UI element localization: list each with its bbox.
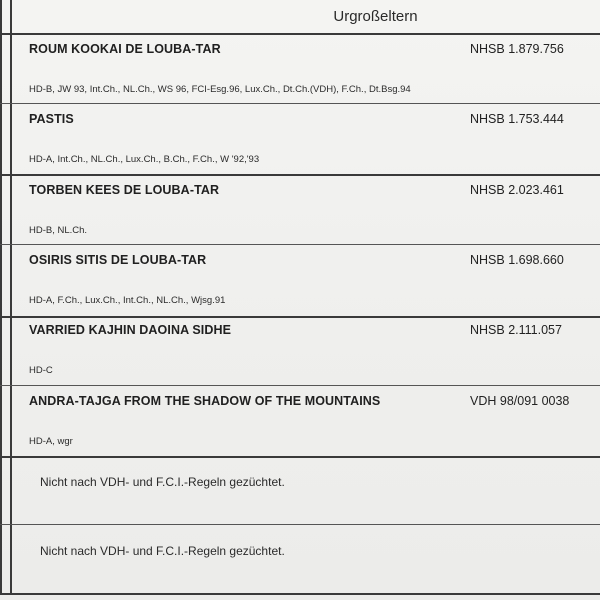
titles-text: HD-B, JW 93, Int.Ch., NL.Ch., WS 96, FCI-Esg.96, Lux.Ch., Dt.Ch.(VDH), F.Ch., Dt.Bsg.94	[29, 84, 411, 95]
dog-name: PASTIS	[29, 112, 74, 126]
column-header	[11, 0, 600, 33]
row-divider	[0, 524, 600, 525]
titles-text: HD-B, NL.Ch.	[29, 225, 88, 236]
registration-number: NHSB 2.111.057	[470, 323, 562, 337]
bottom-border	[0, 593, 600, 595]
header-title: Urgroßeltern	[333, 8, 418, 25]
header-divider	[0, 33, 600, 35]
row-divider	[0, 385, 600, 386]
note-text: Nicht nach VDH- und F.C.I.-Regeln gezüchtet.	[40, 544, 285, 558]
dog-name: OSIRIS SITIS DE LOUBA-TAR	[29, 253, 207, 267]
titles-text: HD-A, F.Ch., Lux.Ch., Int.Ch., NL.Ch., Wjsg.91	[29, 295, 226, 306]
row-divider	[0, 316, 600, 318]
column-divider	[10, 0, 12, 594]
note-text: Nicht nach VDH- und F.C.I.-Regeln gezüchtet.	[40, 475, 285, 489]
registration-number: VDH 98/091 0038	[470, 394, 570, 408]
registration-number: NHSB 1.753.444	[470, 112, 564, 126]
row-divider	[0, 174, 600, 176]
row-divider	[0, 456, 600, 458]
registration-number: NHSB 1.698.660	[470, 253, 564, 267]
row-divider	[0, 103, 600, 104]
titles-text: HD-A, wgr	[29, 436, 73, 447]
row-divider	[0, 244, 600, 245]
dog-name: TORBEN KEES DE LOUBA-TAR	[29, 183, 220, 197]
dog-name: ROUM KOOKAI DE LOUBA-TAR	[29, 42, 221, 56]
titles-text: HD-A, Int.Ch., NL.Ch., Lux.Ch., B.Ch., F.Ch., W '92,'93	[29, 154, 260, 165]
left-border	[0, 0, 2, 594]
registration-number: NHSB 1.879.756	[470, 42, 564, 56]
dog-name: VARRIED KAJHIN DAOINA SIDHE	[29, 323, 232, 337]
titles-text: HD-C	[29, 365, 53, 376]
registration-number: NHSB 2.023.461	[470, 183, 564, 197]
dog-name: ANDRA-TAJGA FROM THE SHADOW OF THE MOUNTAINS	[29, 394, 381, 408]
